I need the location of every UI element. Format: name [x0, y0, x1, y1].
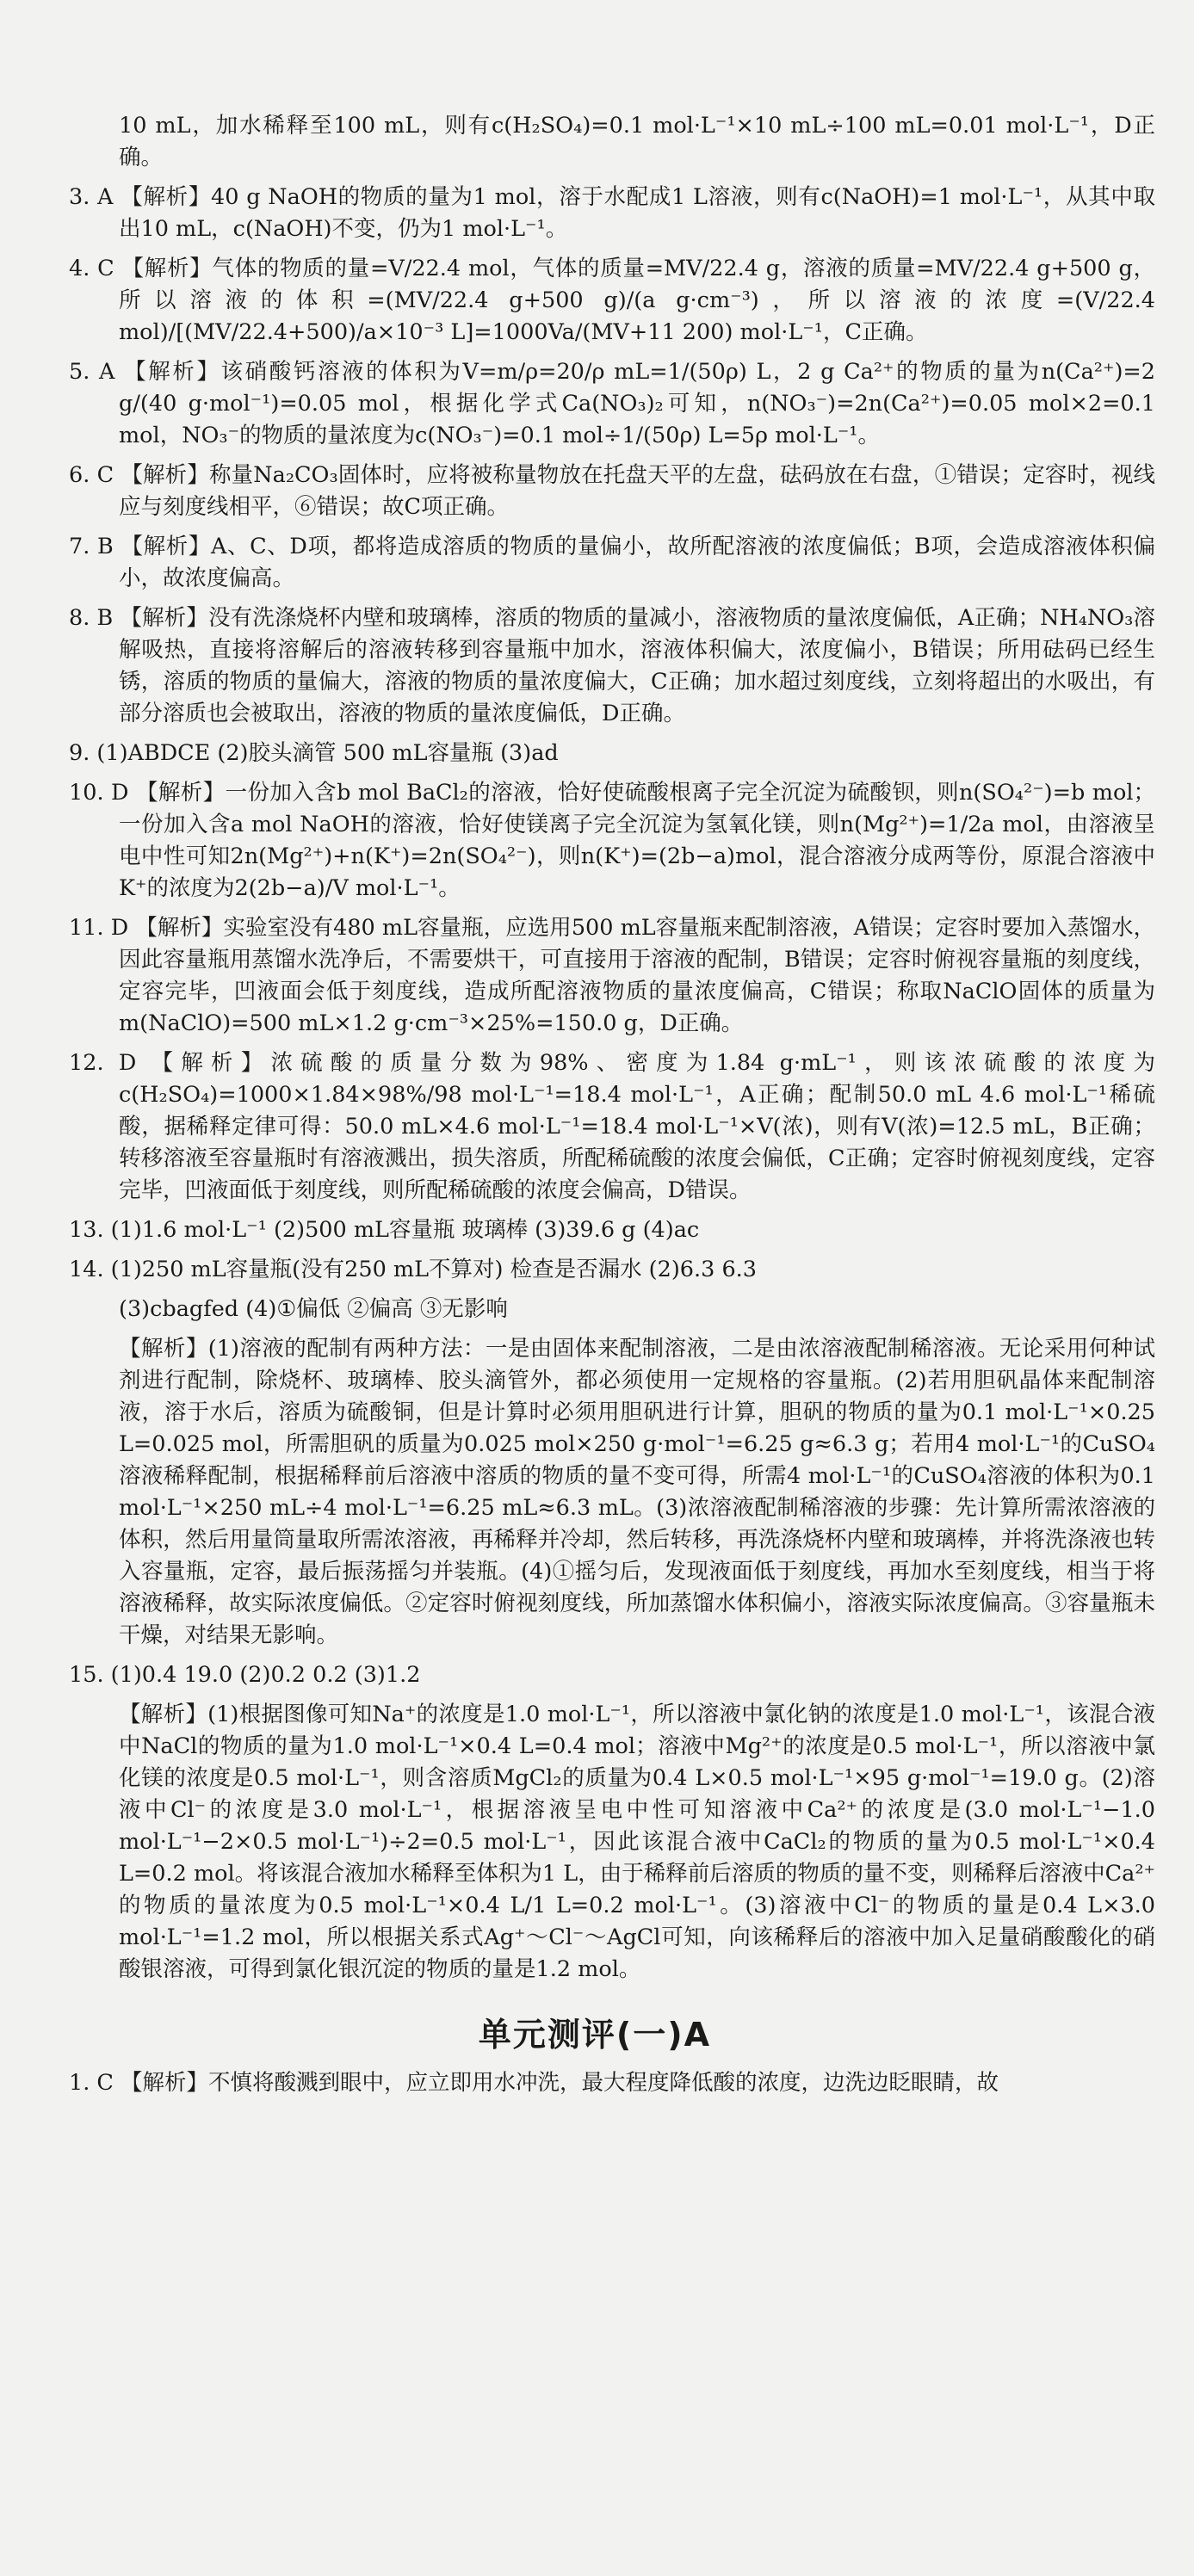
- answer-item-14-part-2: (3)cbagfed (4)①偏低 ②偏高 ③无影响: [119, 1296, 508, 1322]
- answer-item-5: 5. A 【解析】该硝酸钙溶液的体积为V=m/ρ=20/ρ mL=1/(50ρ) L，2 g Ca²⁺的物质的量为n(Ca²⁺)=2 g/(40 g·mol⁻¹)=0.05 mol，根据化学式Ca(NO₃)₂可知，n(NO₃⁻)=2n(Ca²⁺)=0.05 mol×2=0.1 mol，NO₃⁻的物质的量浓度为c(NO₃⁻)=0.1 mol÷1/(50ρ) L=5ρ mol·L⁻¹。: [69, 359, 1155, 448]
- answer-item-7: 7. B 【解析】A、C、D项，都将造成溶质的物质的量偏小，故所配溶液的浓度偏低；B项，会造成溶液体积偏小，故浓度偏高。: [69, 534, 1155, 591]
- answer-item-15: 15. (1)0.4 19.0 (2)0.2 0.2 (3)1.2: [69, 1662, 421, 1688]
- answer-item-10: 10. D 【解析】一份加入含b mol BaCl₂的溶液，恰好使硫酸根离子完全沉淀为硫酸钡，则n(SO₄²⁻)=b mol；一份加入含a mol NaOH的溶液，恰好使镁离子完全沉淀为氢氧化镁，则n(Mg²⁺)=1/2a mol，由溶液呈电中性可知2n(Mg²⁺)+n(K⁺)=2n(SO₄²⁻)，则n(K⁺)=(2b−a)mol，混合溶液分成两等份，原混合溶液中K⁺的浓度为2(2b−a)/V mol·L⁻¹。: [69, 780, 1155, 901]
- section-title: 单元测评(一)A: [478, 2016, 712, 2054]
- answer-item-3: 3. A 【解析】40 g NaOH的物质的量为1 mol，溶于水配成1 L溶液，则有c(NaOH)=1 mol·L⁻¹，从其中取出10 mL，c(NaOH)不变，仍为1 mol·L⁻¹。: [69, 184, 1155, 242]
- answer-item-14-analysis: 【解析】(1)溶液的配制有两种方法：一是由固体来配制溶液，二是由浓溶液配制稀溶液。无论采用何种试剂进行配制，除烧杯、玻璃棒、胶头滴管外，都必须使用一定规格的容量瓶。(2)若用胆矾晶体来配制溶液，溶于水后，溶质为硫酸铜，但是计算时必须用胆矾进行计算，胆矾的物质的量为0.1 mol·L⁻¹×0.25 L=0.025 mol，所需胆矾的质量为0.025 mol×250 g·mol⁻¹=6.25 g≈6.3 g；若用4 mol·L⁻¹的CuSO₄溶液稀释配制，根据稀释前后溶液中溶质的物质的量不变可得，所需4 mol·L⁻¹的CuSO₄溶液的体积为0.1 mol·L⁻¹×250 mL÷4 mol·L⁻¹=6.25 mL≈6.3 mL。(3)浓溶液配制稀溶液的步骤：先计算所需浓溶液的体积，然后用量筒量取所需浓溶液，再稀释并冷却，然后转移，再洗涤烧杯内壁和玻璃棒，并将洗涤液也转入容量瓶，定容，最后振荡摇匀并装瓶。(4)①摇匀后，发现液面低于刻度线，再加水至刻度线，相当于将溶液稀释，故实际浓度偏低。②定容时俯视刻度线，所加蒸馏水体积偏小，溶液实际浓度偏高。③容量瓶未干燥，对结果无影响。: [119, 1336, 1155, 1648]
- unit-test-item-1: 1. C 【解析】不慎将酸溅到眼中，应立即用水冲洗，最大程度降低酸的浓度，边洗边眨眼睛，故: [69, 2070, 999, 2096]
- answer-item-15-analysis: 【解析】(1)根据图像可知Na⁺的浓度是1.0 mol·L⁻¹，所以溶液中氯化钠的浓度是1.0 mol·L⁻¹，该混合液中NaCl的物质的量为1.0 mol·L⁻¹×0.4 L=0.4 mol；溶液中Mg²⁺的浓度是0.5 mol·L⁻¹，所以溶液中氯化镁的浓度是0.5 mol·L⁻¹，则含溶质MgCl₂的质量为0.4 L×0.5 mol·L⁻¹×95 g·mol⁻¹=19.0 g。(2)溶液中Cl⁻的浓度是3.0 mol·L⁻¹，根据溶液呈电中性可知溶液中Ca²⁺的浓度是(3.0 mol·L⁻¹−1.0 mol·L⁻¹−2×0.5 mol·L⁻¹)÷2=0.5 mol·L⁻¹，因此该混合液中CaCl₂的物质的量为0.5 mol·L⁻¹×0.4 L=0.2 mol。将该混合液加水稀释至体积为1 L，由于稀释前后溶质的物质的量不变，则稀释后溶液中Ca²⁺的物质的量浓度为0.5 mol·L⁻¹×0.4 L/1 L=0.2 mol·L⁻¹。(3)溶液中Cl⁻的物质的量是0.4 L×3.0 mol·L⁻¹=1.2 mol，所以根据关系式Ag⁺～Cl⁻～AgCl可知，向该稀释后的溶液中加入足量硝酸酸化的硝酸银溶液，可得到氯化银沉淀的物质的量是1.2 mol。: [119, 1702, 1155, 1982]
- answer-item-13: 13. (1)1.6 mol·L⁻¹ (2)500 mL容量瓶 玻璃棒 (3)39.6 g (4)ac: [69, 1217, 700, 1243]
- answer-item-4: 4. C 【解析】气体的物质的量=V/22.4 mol，气体的质量=MV/22.4 g，溶液的质量=MV/22.4 g+500 g，所以溶液的体积=(MV/22.4 g+500 g)/(a g·cm⁻³)，所以溶液的浓度=(V/22.4 mol)/[(MV/22.4+500)/a×10⁻³ L]=1000Va/(MV+11 200) mol·L⁻¹，C正确。: [69, 256, 1155, 345]
- answer-item-11: 11. D 【解析】实验室没有480 mL容量瓶，应选用500 mL容量瓶来配制溶液，A错误；定容时要加入蒸馏水，因此容量瓶用蒸馏水洗净后，不需要烘干，可直接用于溶液的配制，B错误；定容时俯视容量瓶的刻度线，定容完毕，凹液面会低于刻度线，造成所配溶液物质的量浓度偏高，C错误；称取NaClO固体的质量为m(NaClO)=500 mL×1.2 g·cm⁻³×25%=150.0 g，D正确。: [69, 915, 1155, 1036]
- answer-item-6: 6. C 【解析】称量Na₂CO₃固体时，应将被称量物放在托盘天平的左盘，砝码放在右盘，①错误；定容时，视线应与刻度线相平，⑥错误；故C项正确。: [69, 462, 1155, 520]
- answer-item-8: 8. B 【解析】没有洗涤烧杯内壁和玻璃棒，溶质的物质的量减小，溶液物质的量浓度偏低，A正确；NH₄NO₃溶解吸热，直接将溶解后的溶液转移到容量瓶中加水，溶液体积偏大，浓度偏小，B错误；所用砝码已经生锈，溶质的物质的量偏大，溶液的物质的量浓度偏大，C正确；加水超过刻度线，立刻将超出的水吸出，有部分溶质也会被取出，溶液的物质的量浓度偏低，D正确。: [69, 605, 1155, 726]
- answer-item-2-continued: 10 mL，加水稀释至100 mL，则有c(H₂SO₄)=0.1 mol·L⁻¹×10 mL÷100 mL=0.01 mol·L⁻¹，D正确。: [119, 113, 1155, 170]
- answer-item-9: 9. (1)ABDCE (2)胶头滴管 500 mL容量瓶 (3)ad: [69, 740, 559, 766]
- answer-item-12: 12. D 【解析】浓硫酸的质量分数为98%、密度为1.84 g·mL⁻¹，则该浓硫酸的浓度为c(H₂SO₄)=1000×1.84×98%/98 mol·L⁻¹=18.4 mol·L⁻¹，A正确；配制50.0 mL 4.6 mol·L⁻¹稀硫酸，据稀释定律可得：50.0 mL×4.6 mol·L⁻¹=18.4 mol·L⁻¹×V(浓)，则有V(浓)=12.5 mL，B正确；转移溶液至容量瓶时有溶液溅出，损失溶质，所配稀硫酸的浓度会偏低，C正确；定容时俯视刻度线，定容完毕，凹液面低于刻度线，则所配稀硫酸的浓度会偏高，D错误。: [69, 1050, 1155, 1203]
- answer-item-14: 14. (1)250 mL容量瓶(没有250 mL不算对) 检查是否漏水 (2)6.3 6.3: [69, 1257, 758, 1282]
